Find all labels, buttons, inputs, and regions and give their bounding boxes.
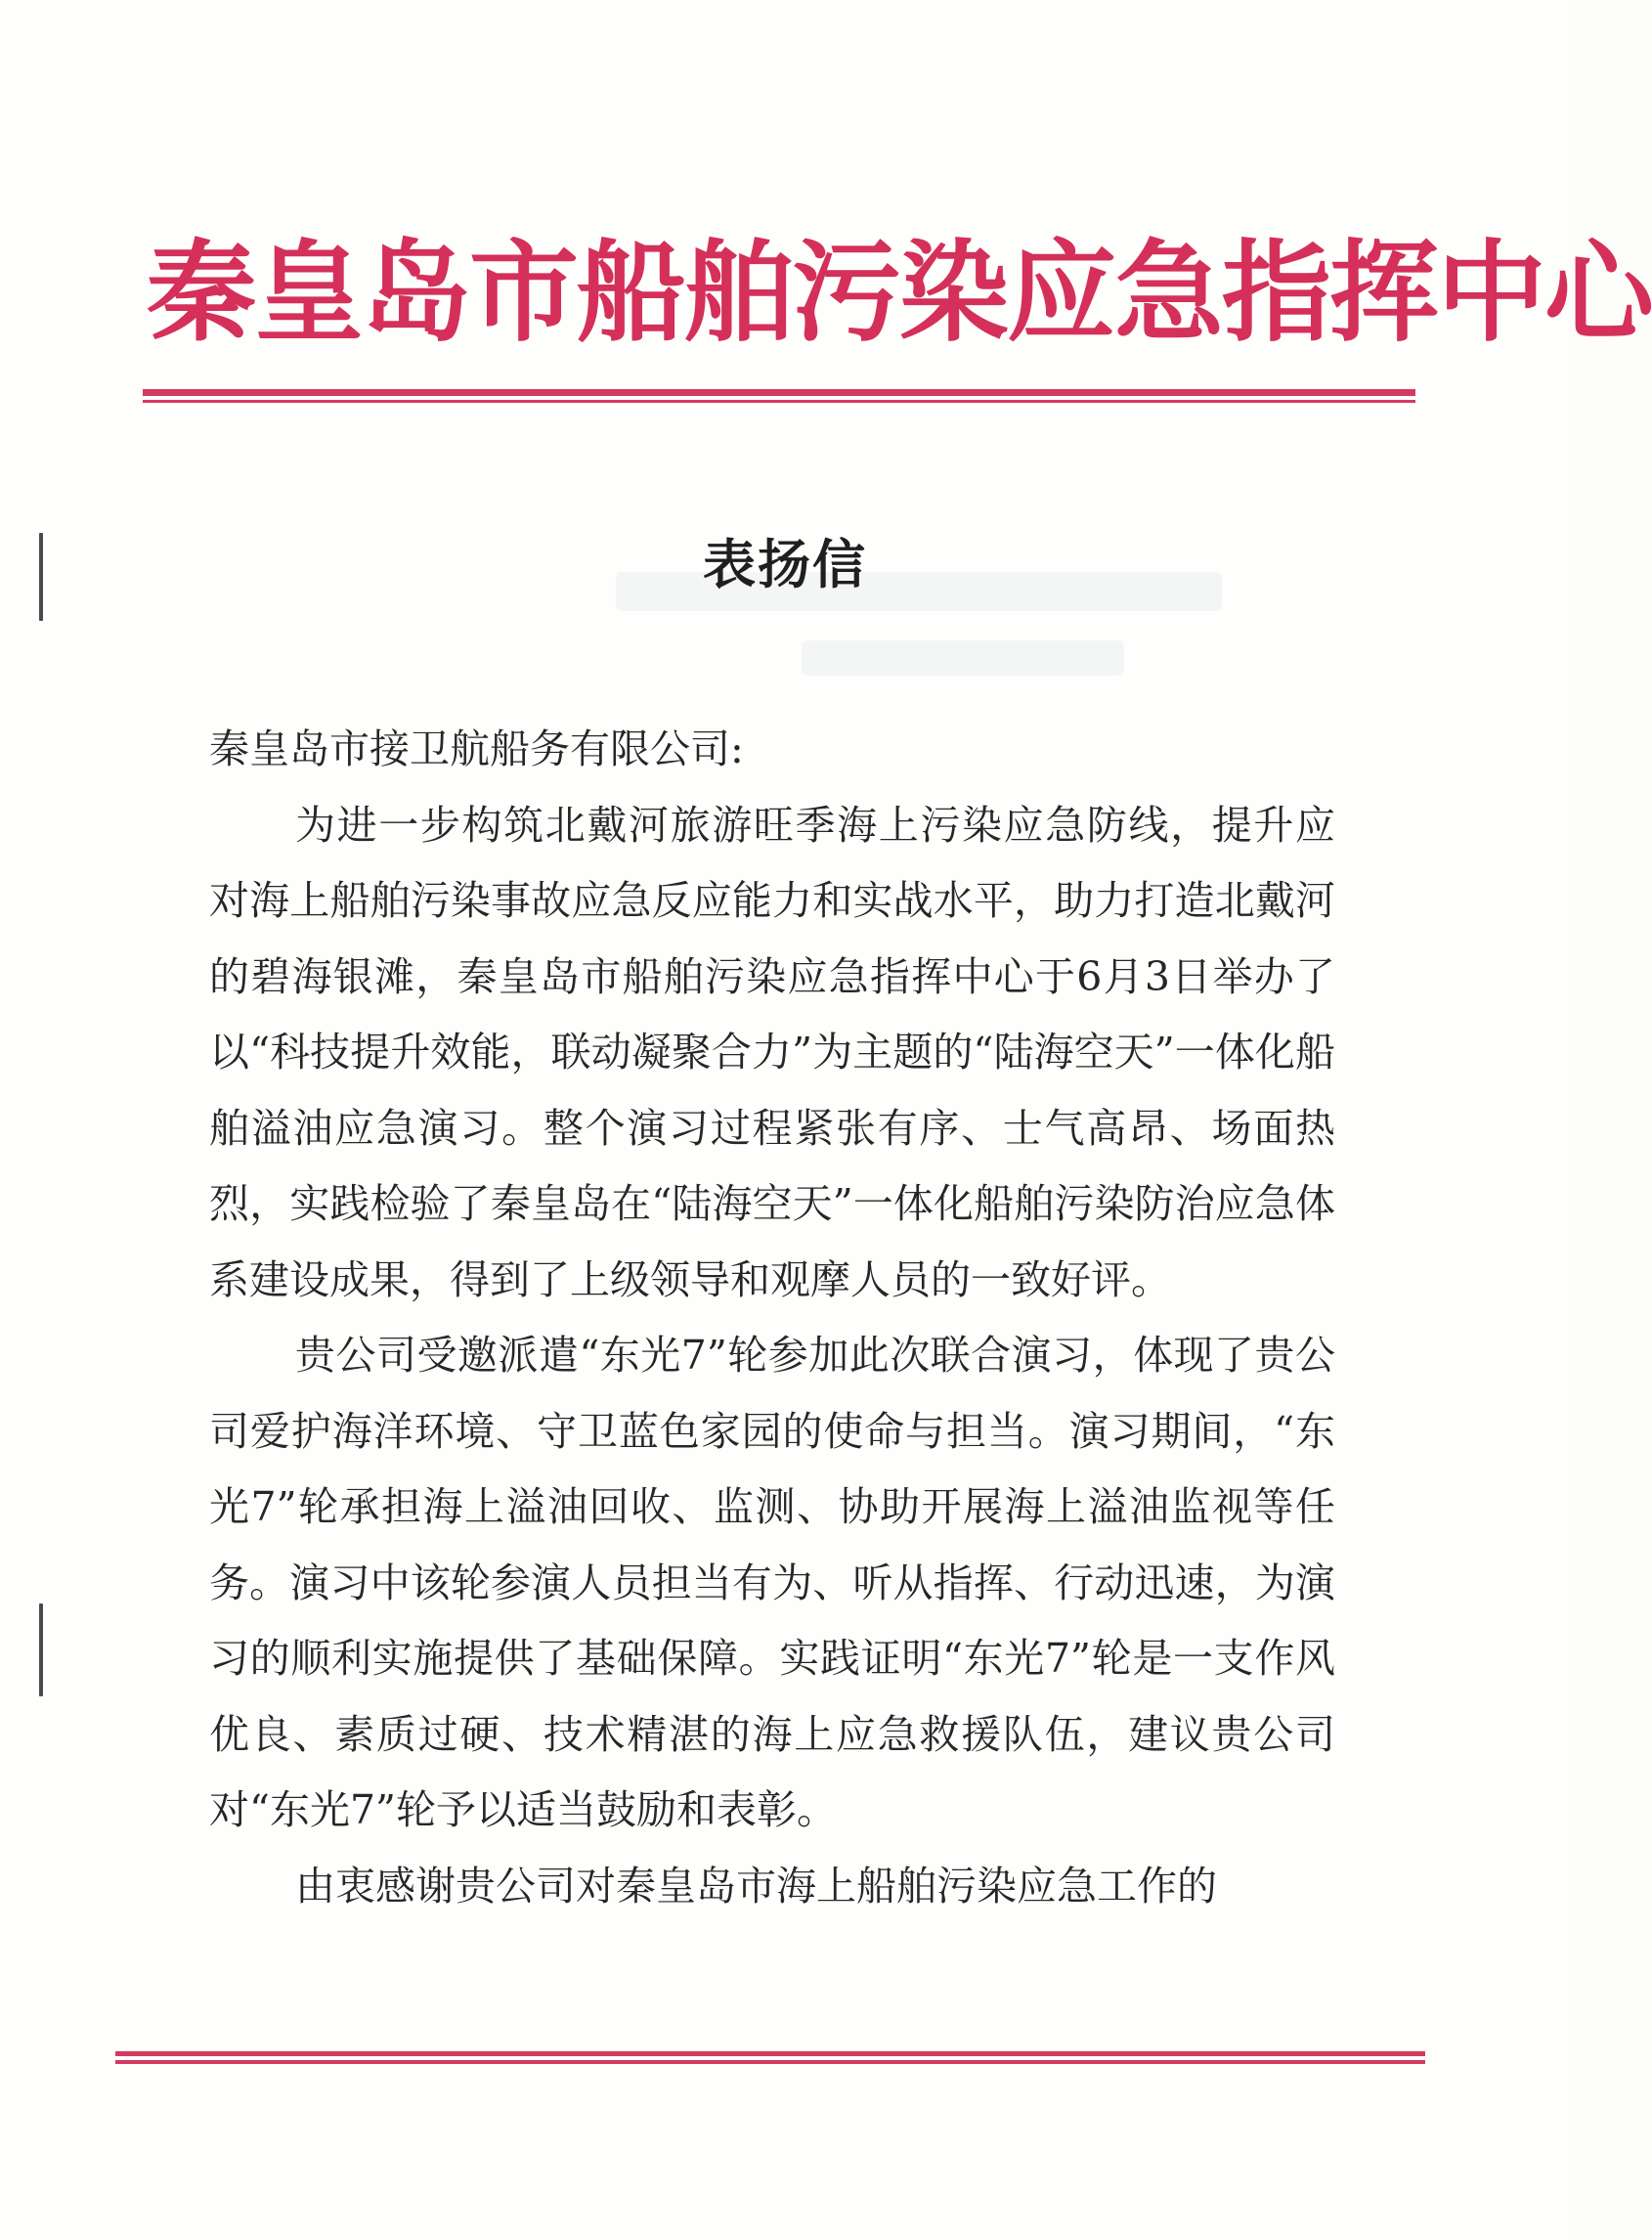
header-divider-thin xyxy=(143,400,1415,403)
letter-paragraph: 贵公司受邀派遣“东光7”轮参加此次联合演习，体现了贵公司爱护海洋环境、守卫蓝色家园的使命与担当。演习期间，“东光7”轮承担海上溢油回收、监测、协助开展海上溢油监视等任务。演习中该轮参演人员担当有为、听从指挥、行动迅速，为演习的顺利实施提供了基础保障。实践证明“东光7”轮是一支作风优良、素质过硬、技术精湛的海上应急救援队伍，建议贵公司对“东光7”轮予以适当鼓励和表彰。 xyxy=(209,1332,1335,1833)
footer-divider-thin xyxy=(115,2060,1425,2064)
organization-letterhead: 秦皇岛市船舶污染应急指挥中心 xyxy=(147,229,1652,357)
letter-title: 表扬信 xyxy=(703,533,867,595)
footer-divider xyxy=(115,2051,1425,2056)
letter-paragraph: 由衷感谢贵公司对秦皇岛市海上船舶污染应急工作的 xyxy=(295,1862,1217,1910)
letter-paragraph: 为进一步构筑北戴河旅游旺季海上污染应急防线，提升应对海上船舶污染事故应急反应能力和实战水平，助力打造北戴河的碧海银滩，秦皇岛市船舶污染应急指挥中心于6月3日举办了以“科技提升效能，联动凝聚合力”为主题的“陆海空天”一体化船舶溢油应急演习。整个演习过程紧张有序、士气高昂、场面热烈，实践检验了秦皇岛在“陆海空天”一体化船舶污染防治应急体系建设成果，得到了上级领导和观摩人员的一致好评。 xyxy=(209,801,1335,1303)
binding-mark xyxy=(39,1603,43,1696)
header-divider xyxy=(143,389,1415,396)
bleed-through-mark xyxy=(802,640,1124,676)
letter-salutation: 秦皇岛市接卫航船务有限公司: xyxy=(209,725,744,772)
letter-body xyxy=(209,712,1335,1924)
